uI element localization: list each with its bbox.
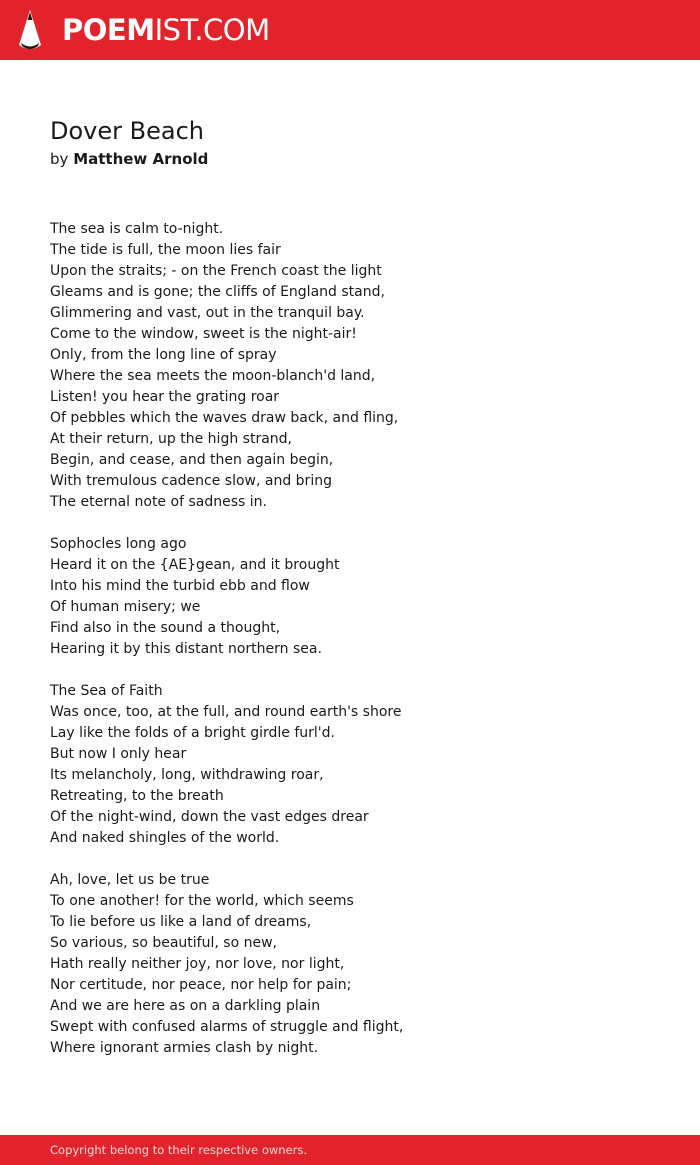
stanza (50, 534, 610, 660)
poem-line: Only, from the long line of spray (50, 347, 277, 363)
poem-line: Listen! you hear the grating roar (50, 389, 280, 405)
poem-line: The sea is calm to-night. (50, 221, 224, 237)
poem-line: Where ignorant armies clash by night. (50, 1040, 319, 1056)
poem-line: Hearing it by this distant northern sea. (50, 641, 322, 657)
author-name: Matthew Arnold (73, 150, 209, 168)
stanza (50, 870, 610, 1059)
poem-line: Find also in the sound a thought, (50, 620, 281, 636)
site-logo[interactable] (62, 12, 270, 48)
poem-line: The Sea of Faith (50, 683, 163, 699)
poem-line: To one another! for the world, which seems (50, 893, 354, 909)
poem-line: But now I only hear (50, 746, 187, 762)
poem-line: The tide is full, the moon lies fair (50, 242, 281, 258)
poem-line: Upon the straits; - on the French coast the light (50, 263, 382, 279)
poem-line: Retreating, to the breath (50, 788, 224, 804)
site-footer (0, 1135, 700, 1165)
poem-line: Swept with confused alarms of struggle and flight, (50, 1019, 404, 1035)
poem-line: Nor certitude, nor peace, nor help for pain; (50, 977, 352, 993)
logo-text-bold: POEM (62, 13, 155, 47)
poem-line: And naked shingles of the world. (50, 830, 280, 846)
poem-line: And we are here as on a darkling plain (50, 998, 321, 1014)
poem-line: Its melancholy, long, withdrawing roar, (50, 767, 324, 783)
copyright-notice: Copyright belong to their respective owners. (50, 1143, 308, 1157)
poem-line: Hath really neither joy, nor love, nor light, (50, 956, 345, 972)
poem-line: Sophocles long ago (50, 536, 187, 552)
poem-line: Of the night-wind, down the vast edges drear (50, 809, 369, 825)
byline-prefix: by (50, 150, 69, 168)
poem-line: Come to the window, sweet is the night-air! (50, 326, 357, 342)
stanza (50, 219, 610, 513)
poem-line: The eternal note of sadness in. (50, 494, 267, 510)
site-header (0, 0, 700, 60)
poem-line: Gleams and is gone; the cliffs of England stand, (50, 284, 385, 300)
poem-line: Glimmering and vast, out in the tranquil bay. (50, 305, 365, 321)
poem-line: Where the sea meets the moon-blanch'd land, (50, 368, 376, 384)
poem-line: With tremulous cadence slow, and bring (50, 473, 332, 489)
poem-line: So various, so beautiful, so new, (50, 935, 277, 951)
poem-line: Begin, and cease, and then again begin, (50, 452, 334, 468)
poem-line: Was once, too, at the full, and round earth's shore (50, 704, 402, 720)
stanza (50, 681, 610, 849)
pen-nib-icon[interactable] (17, 9, 43, 51)
poem-line: Into his mind the turbid ebb and flow (50, 578, 310, 594)
poem-line: Lay like the folds of a bright girdle furl'd. (50, 725, 335, 741)
poem-body (50, 219, 610, 1080)
poem-line: Of human misery; we (50, 599, 201, 615)
poem-line: Heard it on the {AE}gean, and it brought (50, 557, 340, 573)
byline (50, 149, 208, 169)
poem-title: Dover Beach (50, 117, 204, 145)
poem-line: To lie before us like a land of dreams, (50, 914, 312, 930)
poem-line: At their return, up the high strand, (50, 431, 292, 447)
logo-text-light: IST.COM (154, 13, 270, 47)
poem-line: Ah, love, let us be true (50, 872, 210, 888)
poem-line: Of pebbles which the waves draw back, and fling, (50, 410, 399, 426)
